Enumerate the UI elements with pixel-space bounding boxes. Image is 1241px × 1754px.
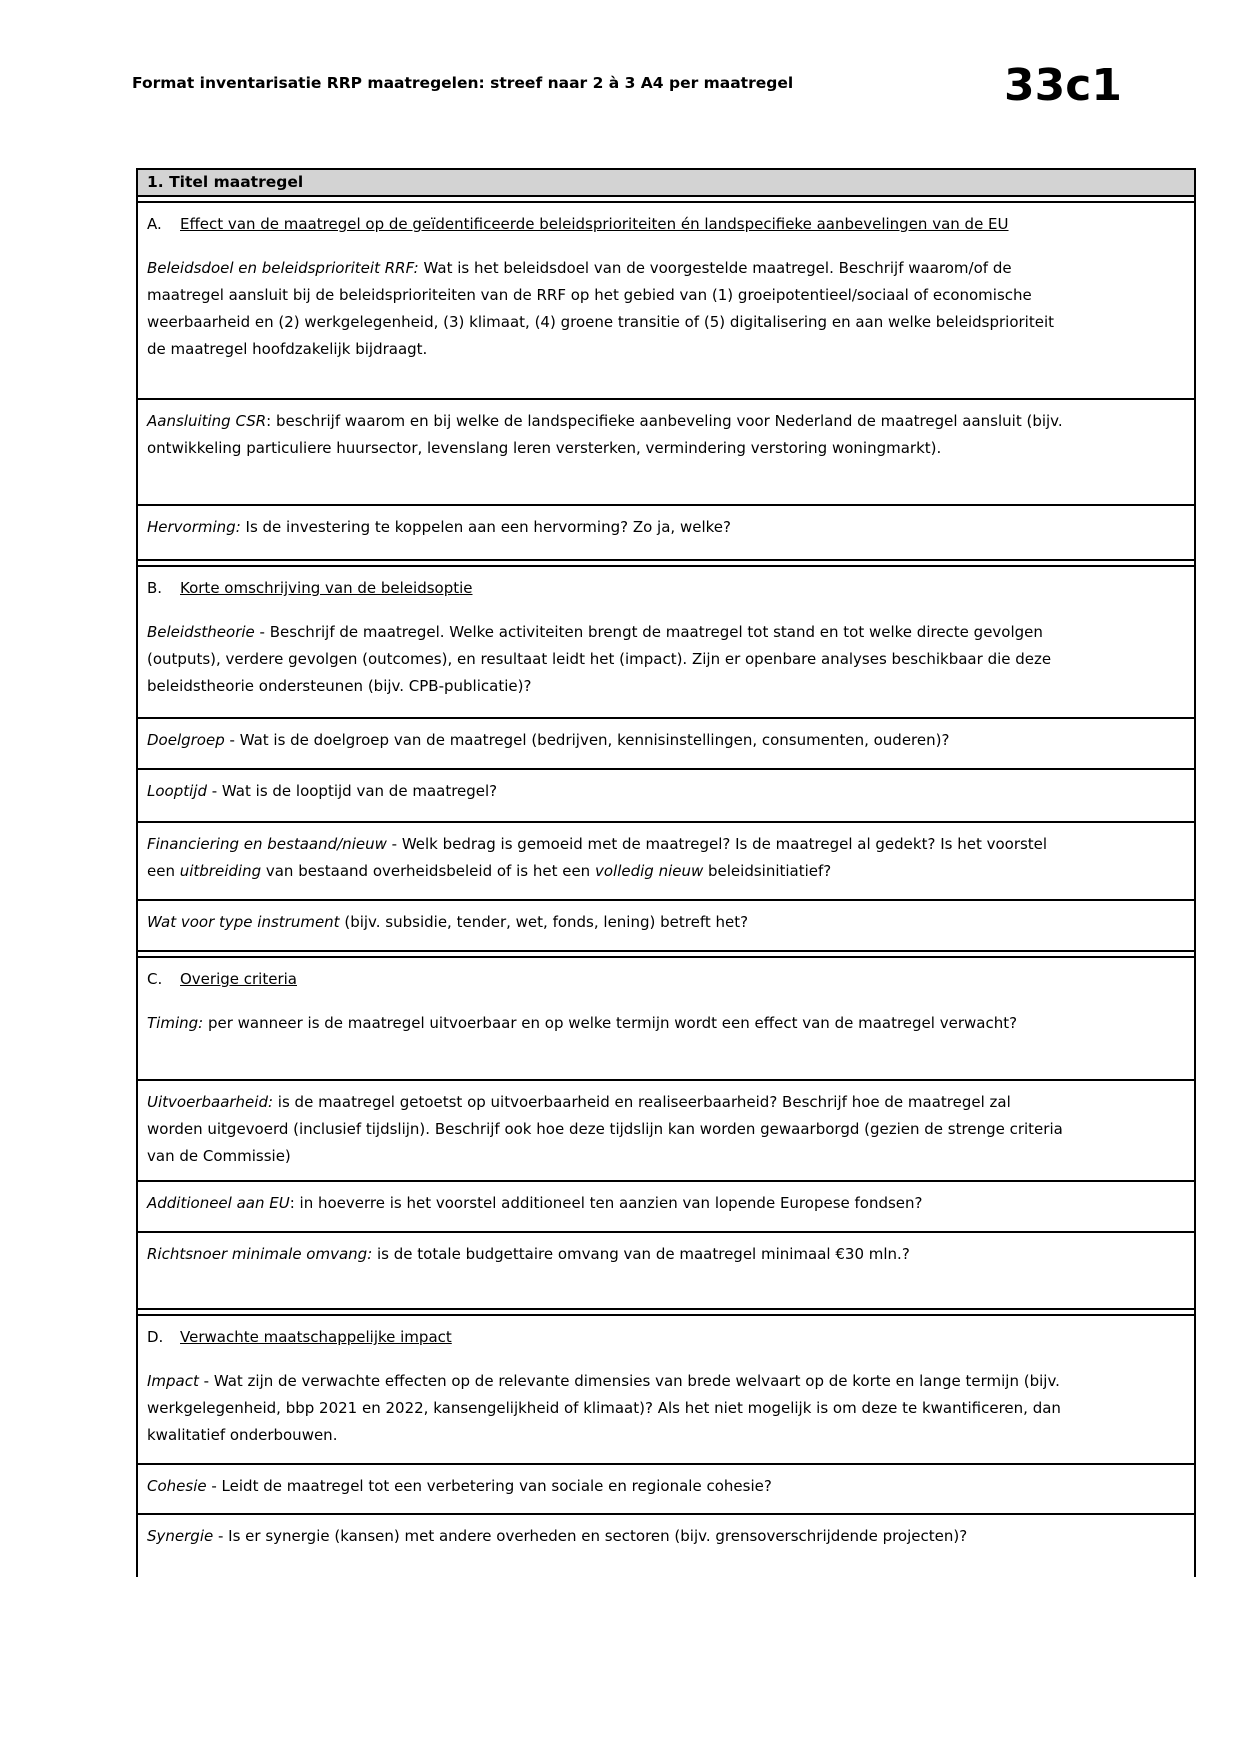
question-text: van bestaand overheidsbeleid of is het een	[261, 862, 595, 880]
question-text: Wat is het beleidsdoel van de voorgestelde maatregel. Beschrijf waarom/of de maatregel aansluit bij de beleidsprioriteiten van de RRF op het gebied van (1) groeipotentieel/sociaal of economische weerbaarheid en (2) werkgelegenheid, (3) klimaat, (4) groene transitie of (5) digitalisering en aan welke beleidsprioriteit de maatregel hoofdzakelijk bijdraagt.	[147, 259, 1054, 358]
question-lead: Wat voor type instrument	[147, 913, 340, 931]
question	[147, 727, 1064, 754]
question-text: Is de investering te koppelen aan een hervorming? Zo ja, welke?	[240, 518, 731, 536]
question-lead: Richtsnoer minimale omvang:	[147, 1245, 373, 1263]
question-text: - Beschrijf de maatregel. Welke activiteiten brengt de maatregel tot stand en tot welke directe gevolgen (outputs), verdere gevolgen (outcomes), en resultaat leidt het (impact). Zijn er openbare analyses beschikbaar die deze beleidstheorie ondersteunen (bijv. CPB-publicatie)?	[147, 623, 1052, 695]
section-title: Verwachte maatschappelijke impact	[180, 1328, 452, 1346]
question-text: - Welk bedrag is gemoeid met de maatregel? Is de maatregel al gedekt? Is het voorstel een	[147, 835, 1048, 880]
section-letter: C.	[147, 970, 163, 988]
doc-code: 33c1	[1004, 60, 1122, 111]
section-intro	[147, 255, 1064, 363]
section-letter: B.	[147, 579, 163, 597]
form-table	[136, 168, 1196, 1577]
question-lead: Synergie	[147, 1527, 214, 1545]
section-title: Overige criteria	[180, 970, 297, 988]
section-heading-row	[147, 575, 1064, 602]
question-lead: Aansluiting CSR	[147, 412, 267, 430]
question-lead: Additioneel aan EU	[147, 1194, 290, 1212]
question	[147, 831, 1064, 885]
question	[147, 1473, 1064, 1500]
question-text: - Is er synergie (kansen) met andere overheden en sectoren (bijv. grensoverschrijdende projecten)?	[213, 1527, 968, 1545]
question	[147, 408, 1064, 462]
section-intro	[147, 1010, 1064, 1037]
question	[147, 514, 1064, 541]
question-text: is de totale budgettaire omvang van de maatregel minimaal €30 mln.?	[372, 1245, 910, 1263]
question	[147, 1089, 1064, 1170]
section-heading-row	[147, 211, 1064, 238]
question-row-uitvoerbaarheid	[138, 1081, 1194, 1182]
section-letter: A.	[147, 215, 162, 233]
question-row-additioneel-eu	[138, 1182, 1194, 1233]
question-lead: Timing:	[147, 1014, 204, 1032]
question-lead: Beleidsdoel en beleidsprioriteit RRF:	[147, 259, 419, 277]
question-lead: Financiering en bestaand/nieuw	[147, 835, 387, 853]
question	[147, 1190, 1064, 1217]
question-text: : in hoeverre is het voorstel additioneel ten aanzien van lopende Europese fondsen?	[289, 1194, 923, 1212]
question-lead: Uitvoerbaarheid:	[147, 1093, 274, 1111]
question-row-financiering	[138, 823, 1194, 901]
question-text: - Wat zijn de verwachte effecten op de relevante dimensies van brede welvaart op de korte en lange termijn (bijv. werkgelegenheid, bbp 2021 en 2022, kansengelijkheid of klimaat)? Als het niet mogelijk is om deze te kwantificeren, dan kwalitatief onderbouwen.	[147, 1372, 1061, 1444]
question-text: beleidsinitiatief?	[703, 862, 832, 880]
section-intro	[147, 619, 1064, 700]
question-row-aansluiting-csr	[138, 400, 1194, 506]
question-row-type-instrument	[138, 901, 1194, 952]
question	[147, 1523, 1064, 1550]
question-lead: Looptijd	[147, 782, 207, 800]
question	[147, 909, 1064, 936]
question-row-looptijd	[138, 770, 1194, 823]
question-lead: Cohesie	[147, 1477, 207, 1495]
table-title: 1. Titel maatregel	[147, 173, 304, 191]
question-text: is de maatregel getoetst op uitvoerbaarheid en realiseerbaarheid? Beschrijf hoe de maatregel zal worden uitgevoerd (inclusief tijdslijn). Beschrijf ook hoe deze tijdslijn kan worden gewaarborgd (gezien de strenge criteria van de Commissie)	[147, 1093, 1063, 1165]
question-lead: Beleidstheorie	[147, 623, 255, 641]
section-heading-row	[147, 1324, 1064, 1351]
question-row-cohesie	[138, 1465, 1194, 1515]
section-c	[138, 958, 1194, 1081]
section-title: Effect van de maatregel op de geïdentificeerde beleidsprioriteiten én landspecifieke aanbevelingen van de EU	[180, 215, 1009, 233]
question	[147, 1241, 1064, 1268]
question-text: : beschrijf waarom en bij welke de landspecifieke aanbeveling voor Nederland de maatregel aansluit (bijv. ontwikkeling particuliere huursector, levenslang leren versterken, vermindering verstoring woningmarkt).	[147, 412, 1063, 457]
doc-title: Format inventarisatie RRP maatregelen: streef naar 2 à 3 A4 per maatregel	[132, 74, 794, 92]
question-lead: Hervorming:	[147, 518, 241, 536]
question	[147, 778, 1064, 805]
section-b	[138, 567, 1194, 719]
table-title-row	[138, 170, 1194, 197]
question-text: - Wat is de doelgroep van de maatregel (bedrijven, kennisinstellingen, consumenten, ouderen)?	[224, 731, 950, 749]
section-d	[138, 1316, 1194, 1465]
question-row-hervorming	[138, 506, 1194, 561]
question-lead: Doelgroep	[147, 731, 225, 749]
question-emphasis: volledig nieuw	[594, 862, 704, 880]
section-a	[138, 203, 1194, 400]
question-text: - Leidt de maatregel tot een verbetering van sociale en regionale cohesie?	[206, 1477, 772, 1495]
question-row-richtsnoer-omvang	[138, 1233, 1194, 1310]
section-title: Korte omschrijving van de beleidsoptie	[180, 579, 473, 597]
question-lead: Impact	[147, 1372, 199, 1390]
question-emphasis: uitbreiding	[179, 862, 262, 880]
question-text: - Wat is de looptijd van de maatregel?	[206, 782, 498, 800]
section-heading-row	[147, 966, 1064, 993]
question-row-synergie	[138, 1515, 1194, 1577]
question-text: (bijv. subsidie, tender, wet, fonds, lening) betreft het?	[339, 913, 749, 931]
section-intro	[147, 1368, 1064, 1449]
question-row-doelgroep	[138, 719, 1194, 770]
section-letter: D.	[147, 1328, 164, 1346]
question-text: per wanneer is de maatregel uitvoerbaar en op welke termijn wordt een effect van de maatregel verwacht?	[203, 1014, 1018, 1032]
